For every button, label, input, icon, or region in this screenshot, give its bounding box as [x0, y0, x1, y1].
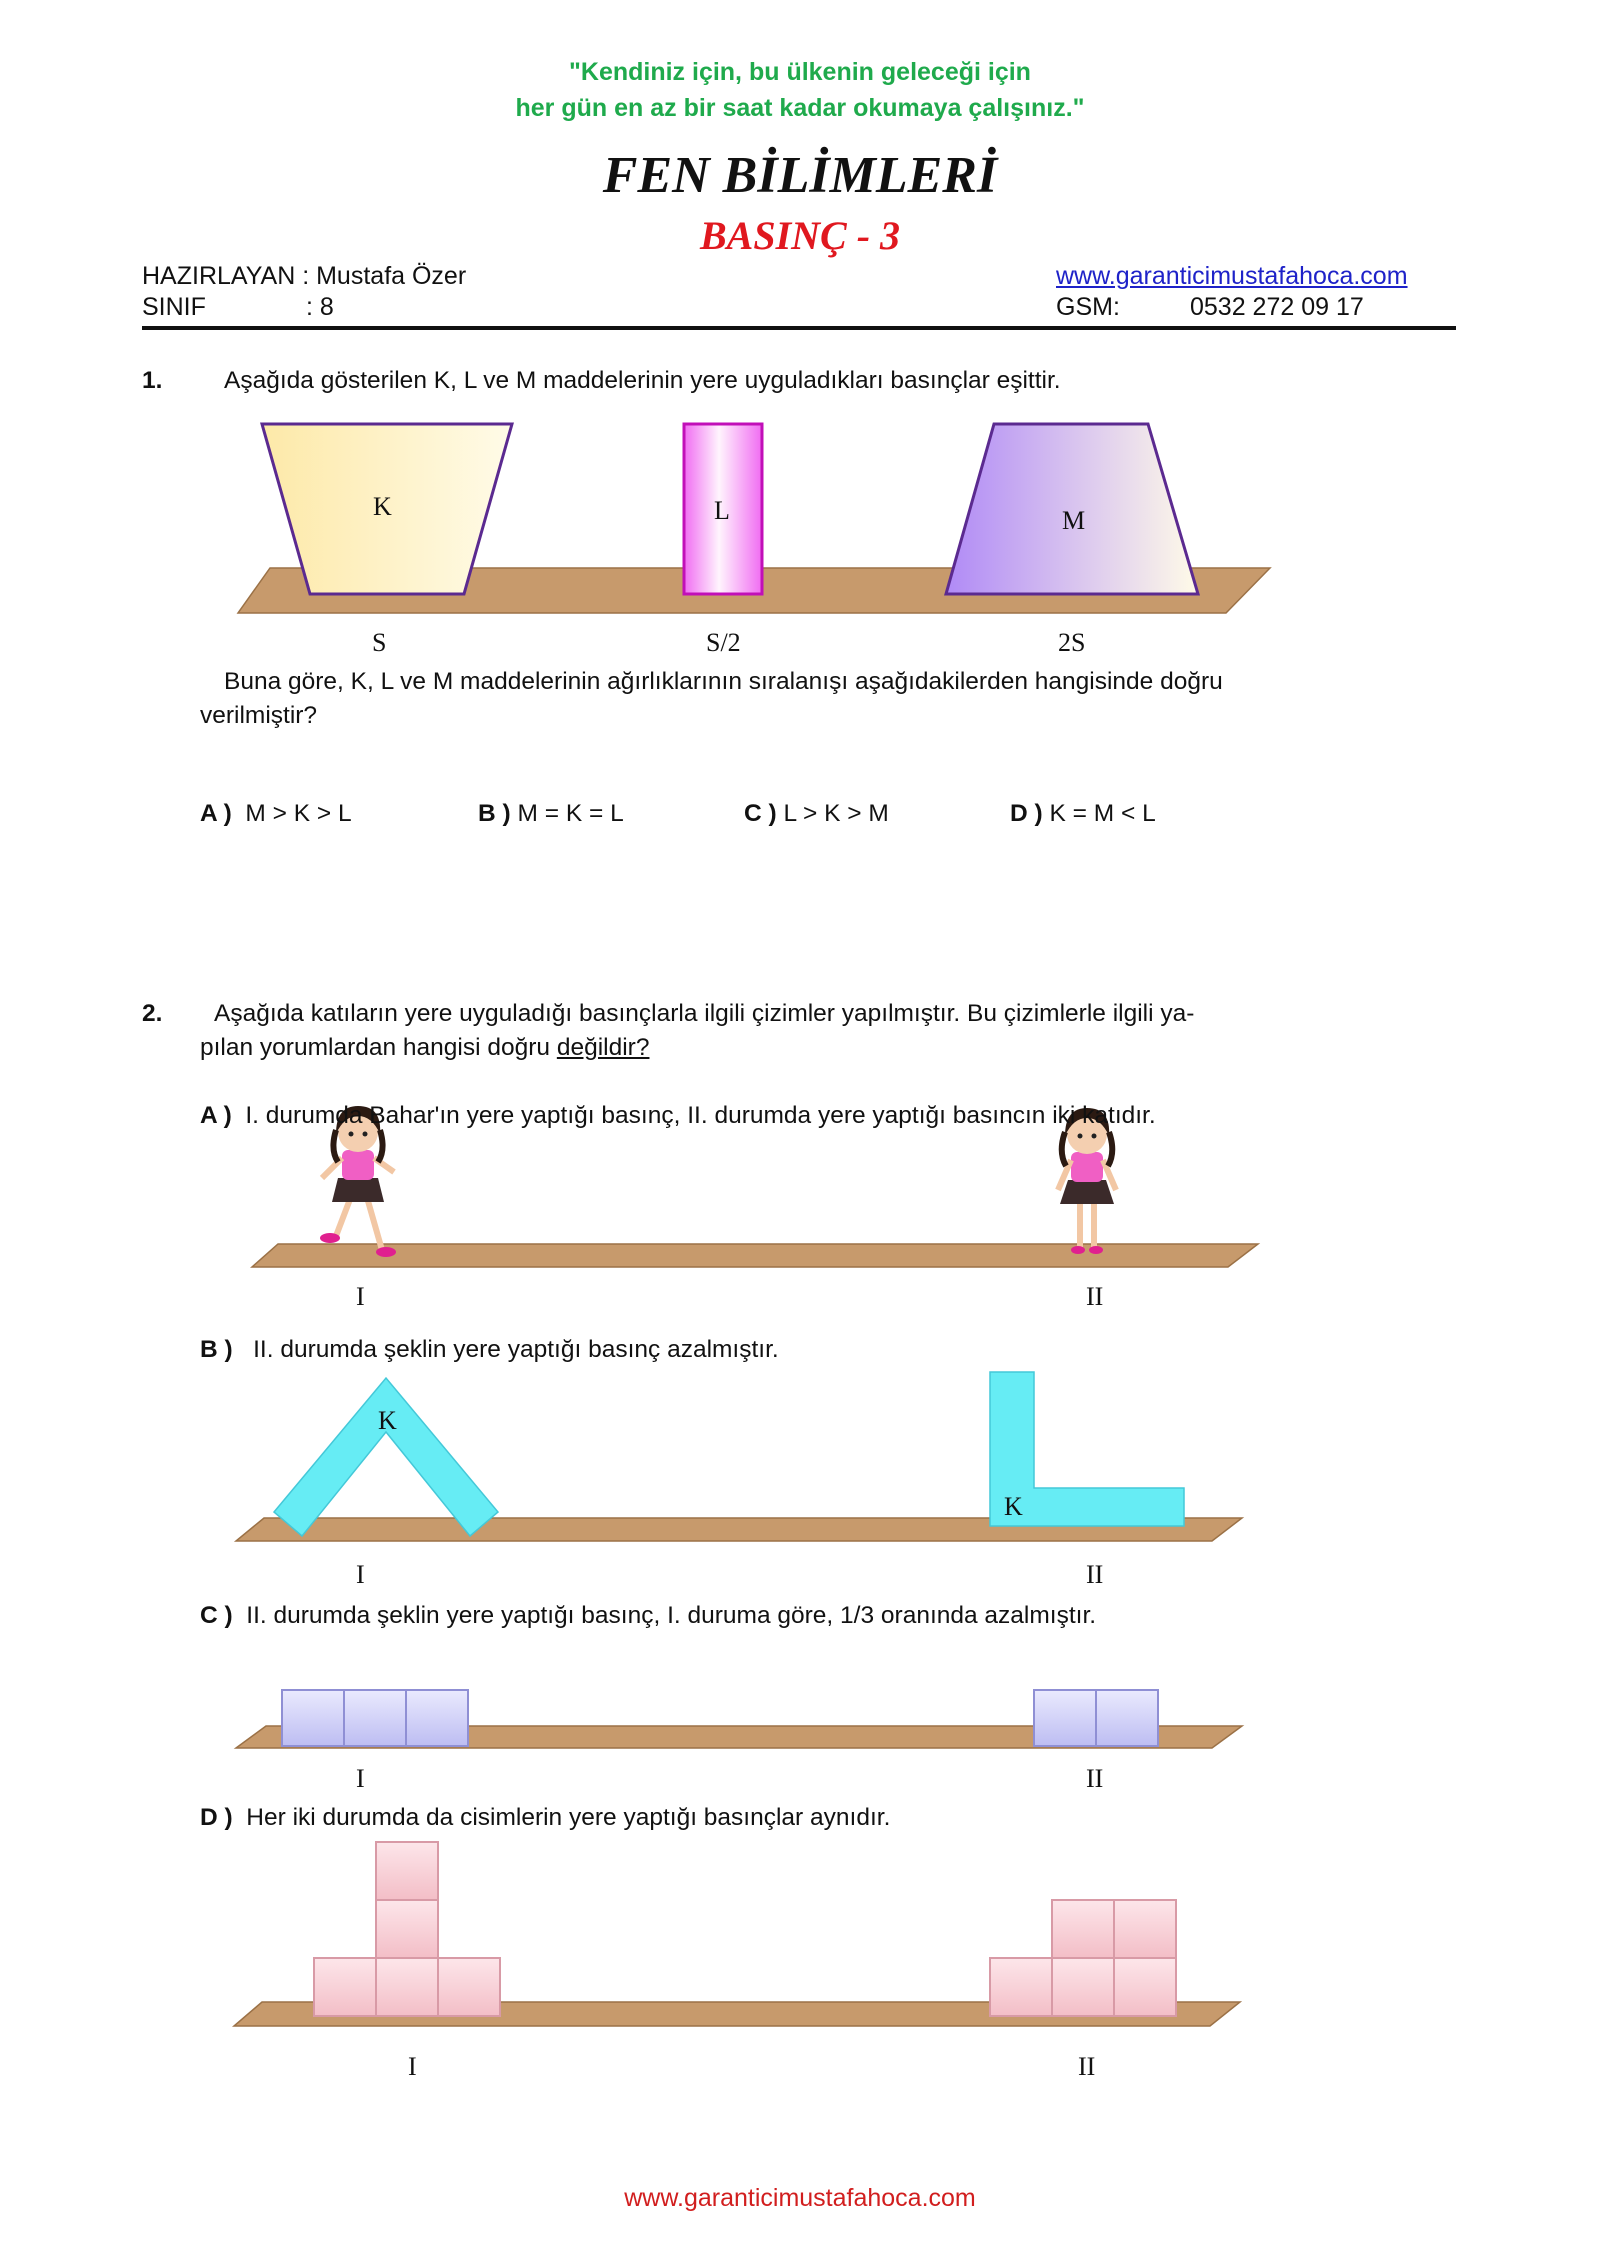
class-label: SINIF [142, 293, 206, 321]
q1-question-line-2: verilmiştir? [200, 702, 318, 729]
pink-blocks-case-2 [990, 1900, 1176, 2016]
q1-option-d-letter: D ) [1010, 800, 1043, 827]
motto-line-1: "Kendiniz için, bu ülkenin geleceği için [569, 58, 1031, 86]
object-l-label: L [714, 496, 730, 525]
blue-blocks-case-2 [1034, 1690, 1158, 1746]
object-k-label: K [373, 492, 392, 521]
q2-option-a-text: I. durumda Bahar'ın yere yaptığı basınç, II. durumda yere yaptığı basıncın iki katıdır. [245, 1102, 1156, 1129]
q2b-case-1-label: I [356, 1560, 365, 1589]
gsm-value: 0532 272 09 17 [1190, 293, 1364, 321]
q2-option-d[interactable] [200, 1800, 890, 1836]
q2-option-c-text: II. durumda şeklin yere yaptığı basınç, I. duruma göre, 1/3 oranında azalmıştır. [246, 1602, 1097, 1629]
q2-number: 2. [142, 1000, 163, 1027]
author-label: HAZIRLAYAN : Mustafa Özer [142, 262, 467, 290]
q2d-case-2-label: II [1078, 2052, 1096, 2081]
q2b-case-2-label: II [1086, 1560, 1104, 1589]
q2-option-c[interactable] [200, 1598, 1096, 1634]
k-shape-case-2-label: K [1004, 1492, 1023, 1521]
q1-option-c-text: L > K > M [783, 800, 889, 827]
q2a-board [252, 1244, 1258, 1267]
q1-option-d[interactable] [1010, 796, 1156, 832]
q1-option-d-text: K = M < L [1049, 800, 1156, 827]
header-website-link[interactable]: www.garanticimustafahoca.com [1056, 262, 1408, 290]
q2-stem-underlined: değildir? [556, 1034, 650, 1061]
k-shape-case-1 [274, 1378, 498, 1536]
q2-option-b-letter: B ) [200, 1336, 233, 1363]
q2-option-c-letter: C ) [200, 1602, 233, 1629]
q1-option-c[interactable] [744, 796, 889, 832]
q2a-case-1-label: I [356, 1282, 365, 1311]
q2c-case-2-label: II [1086, 1764, 1104, 1793]
q2-option-b-text: II. durumda şeklin yere yaptığı basınç azalmıştır. [253, 1336, 779, 1363]
q2c-case-1-label: I [356, 1764, 365, 1793]
q1-option-c-letter: C ) [744, 800, 777, 827]
q1-question-line-1: Buna göre, K, L ve M maddelerinin ağırlıklarının sıralanışı aşağıdakilerden hangisinde doğru [224, 668, 1223, 695]
q1-option-a[interactable] [200, 796, 352, 832]
q2-option-d-text: Her iki durumda da cisimlerin yere yaptığı basınçlar aynıdır. [246, 1804, 891, 1831]
blue-blocks-case-1 [282, 1690, 468, 1746]
q2-option-d-letter: D ) [200, 1804, 233, 1831]
q1-stem: Aşağıda gösterilen K, L ve M maddelerinin yere uyguladıkları basınçlar eşittir. [224, 367, 1061, 394]
gsm-label: GSM: [1056, 293, 1120, 321]
q1-option-b-text: M = K = L [517, 800, 624, 827]
q1-option-a-text: M > K > L [245, 800, 352, 827]
q2-option-b[interactable] [200, 1332, 779, 1368]
q2-option-a[interactable] [200, 1098, 1156, 1134]
q1-option-b[interactable] [478, 796, 624, 832]
footer-website-link[interactable]: www.garanticimustafahoca.com [624, 2184, 976, 2212]
q1-option-a-letter: A ) [200, 800, 232, 827]
motto-line-2: her gün en az bir saat kadar okumaya çalışınız." [515, 94, 1085, 122]
q2-stem-line-2-text: pılan yorumlardan hangisi doğru [200, 1034, 557, 1061]
object-l-area: S/2 [706, 628, 741, 657]
q2a-case-2-label: II [1086, 1282, 1104, 1311]
q2-option-a-letter: A ) [200, 1102, 232, 1129]
k-shape-case-1-label: K [378, 1406, 397, 1435]
q2-stem-line-2 [200, 1030, 649, 1066]
object-k-area: S [372, 628, 387, 657]
q1-number: 1. [142, 367, 163, 394]
q2d-case-1-label: I [408, 2052, 417, 2081]
page-subtitle: BASINÇ - 3 [699, 213, 901, 258]
q2-stem-line-1: Aşağıda katıların yere uyguladığı basınçlarla ilgili çizimler yapılmıştır. Bu çizimlerle ilgili ya- [214, 1000, 1195, 1027]
q1-option-b-letter: B ) [478, 800, 511, 827]
object-m-area: 2S [1058, 628, 1086, 657]
pink-blocks-case-1 [314, 1842, 500, 2016]
page-title: FEN BİLİMLERİ [602, 147, 998, 204]
object-m-label: M [1062, 506, 1086, 535]
class-value: : 8 [306, 293, 334, 321]
